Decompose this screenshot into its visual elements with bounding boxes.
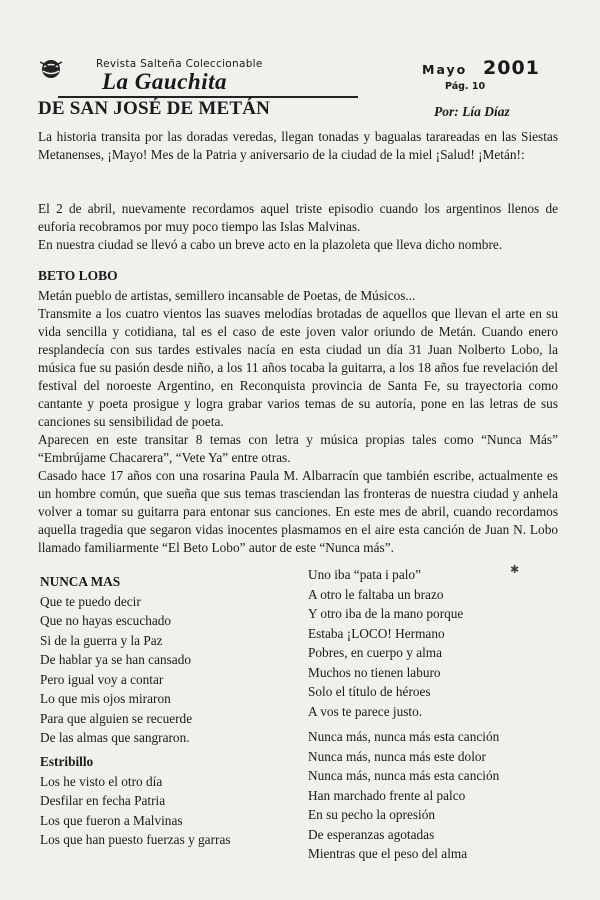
paragraph: Metán pueblo de artistas, semillero incansable de Poetas, de Músicos... — [38, 288, 416, 303]
poem-line: Los he visto el otro día — [40, 773, 163, 789]
poem-line: Los que fueron a Malvinas — [40, 812, 183, 828]
poem-line: Para que alguien se recuerde — [40, 710, 193, 726]
poem-line: Pobres, en cuerpo y alma — [308, 645, 443, 660]
poem-line: Solo el título de héroes — [308, 684, 431, 699]
poem-line: Han marchado frente al palco — [308, 787, 466, 803]
print-speck: ✱ — [510, 564, 520, 576]
masthead — [40, 52, 560, 98]
poem-verse-2 — [308, 565, 463, 721]
poem-line: A otro le faltaba un brazo — [308, 586, 444, 602]
poem-chorus — [40, 752, 231, 850]
poem-line: Los que han puesto fuerzas y garras — [40, 832, 231, 847]
poem-line: Que no hayas escuchado — [40, 613, 172, 628]
poem-line: Desfilar en fecha Patria — [40, 793, 166, 808]
paragraph: El 2 de abril, nuevamente recordamos aquel triste episodio cuando los argentinos llenos de euforia recobramos por muy poco tiempo las Islas Malvinas. — [38, 201, 558, 234]
poem-line: Uno iba “pata i palo” — [308, 567, 421, 582]
poem-line: Y otro iba de la mano porque — [308, 606, 464, 621]
chorus-title: Estribillo — [40, 754, 94, 769]
poem-line: A vos te parece justo. — [308, 703, 423, 719]
poem-line: Mientras que el peso del alma — [308, 846, 468, 861]
article-author: Por: Lía Díaz — [434, 104, 510, 119]
gaucho-ball-logo-icon — [40, 58, 62, 80]
poem-line: Lo que mis ojos miraron — [40, 691, 171, 706]
issue-month: Mayo — [422, 62, 468, 77]
magazine-subtitle: Revista Salteña Coleccionable — [96, 58, 263, 70]
intro-paragraph: La historia transita por las doradas veredas, llegan tonadas y bagualas tarareadas en las Siestas Metanenses, ¡Mayo! Mes de la Patria y aniversario de la ciudad de la miel ¡Salud! ¡Metán!: — [38, 129, 558, 162]
poem-line: Pero igual voy a contar — [40, 671, 164, 687]
poem-line: En su pecho la opresión — [308, 807, 436, 822]
poem-line: De las almas que sangraron. — [40, 730, 190, 745]
poem-line: Nunca más, nunca más esta canción — [308, 729, 500, 744]
poem-line: Estaba ¡LOCO! Hermano — [308, 625, 445, 641]
paragraph: Transmite a los cuatro vientos las suaves melodías brotadas de aquellos que llevan el arte en su vida sencilla y cotidiana, tal es el caso de este joven valor oriundo de Metán. Cuando enero resplandecía con sus tardes estivales nacía en esta ciudad un día 31 Juan Nolberto Lobo, la música fue su pasión desde niño, a los 11 años tocaba la guitarra, a los 18 años fue revelación del festival del noroeste Argentino, en Reconquista provincia de Santa Fe, su trayectoria como cantante y poeta prosigue y logra grabar varios temas de su autoría, pone en las letras de sus canciones su sensibilidad de poeta. — [38, 306, 558, 429]
beto-paragraphs — [38, 287, 558, 557]
poem-verse-1 — [40, 572, 192, 748]
article-title: DE SAN JOSÉ DE METÁN — [38, 98, 271, 119]
paragraph: Casado hace 17 años con una rosarina Paula M. Albarracín que también escribe, actualmente es un hombre común, que sueña que sus temas trasciendan las fronteras de nuestra ciudad y anhela volver a tomar su guitarra para entonar sus canciones. En este mes de abril, cuando recordamos aquella tragedia que segaron vidas inocentes plasmamos en el aire esta canción de Juan N. Lobo llamado familiarmente “El Beto Lobo” autor de este “Nunca más”. — [38, 468, 558, 555]
page-number: Pág. 10 — [445, 81, 486, 92]
paragraph: En nuestra ciudad se llevó a cabo un breve acto en la plazoleta que lleva dicho nombre. — [38, 237, 503, 252]
poem-line: Que te puedo decir — [40, 593, 141, 609]
intro-paragraphs — [38, 200, 558, 254]
poem-line: Si de la guerra y la Paz — [40, 632, 163, 648]
section-heading: BETO LOBO — [38, 268, 118, 283]
poem-line: Nunca más, nunca más este dolor — [308, 748, 486, 764]
magazine-title: La Gauchita — [102, 69, 227, 94]
poem-line: De hablar ya se han cansado — [40, 652, 191, 667]
poem-verse-3 — [308, 727, 499, 864]
poem-line: De esperanzas agotadas — [308, 826, 435, 842]
paragraph: Aparecen en este transitar 8 temas con letra y música propias tales como “Nunca Más” “Embrújame Chacarera”, “Vete Ya” entre otras. — [38, 432, 558, 465]
issue-year: 2001 — [483, 57, 540, 79]
poem-line: Nunca más, nunca más esta canción — [308, 768, 500, 783]
poem-line: Muchos no tienen laburo — [308, 664, 441, 680]
poem-title: NUNCA MAS — [40, 574, 121, 589]
